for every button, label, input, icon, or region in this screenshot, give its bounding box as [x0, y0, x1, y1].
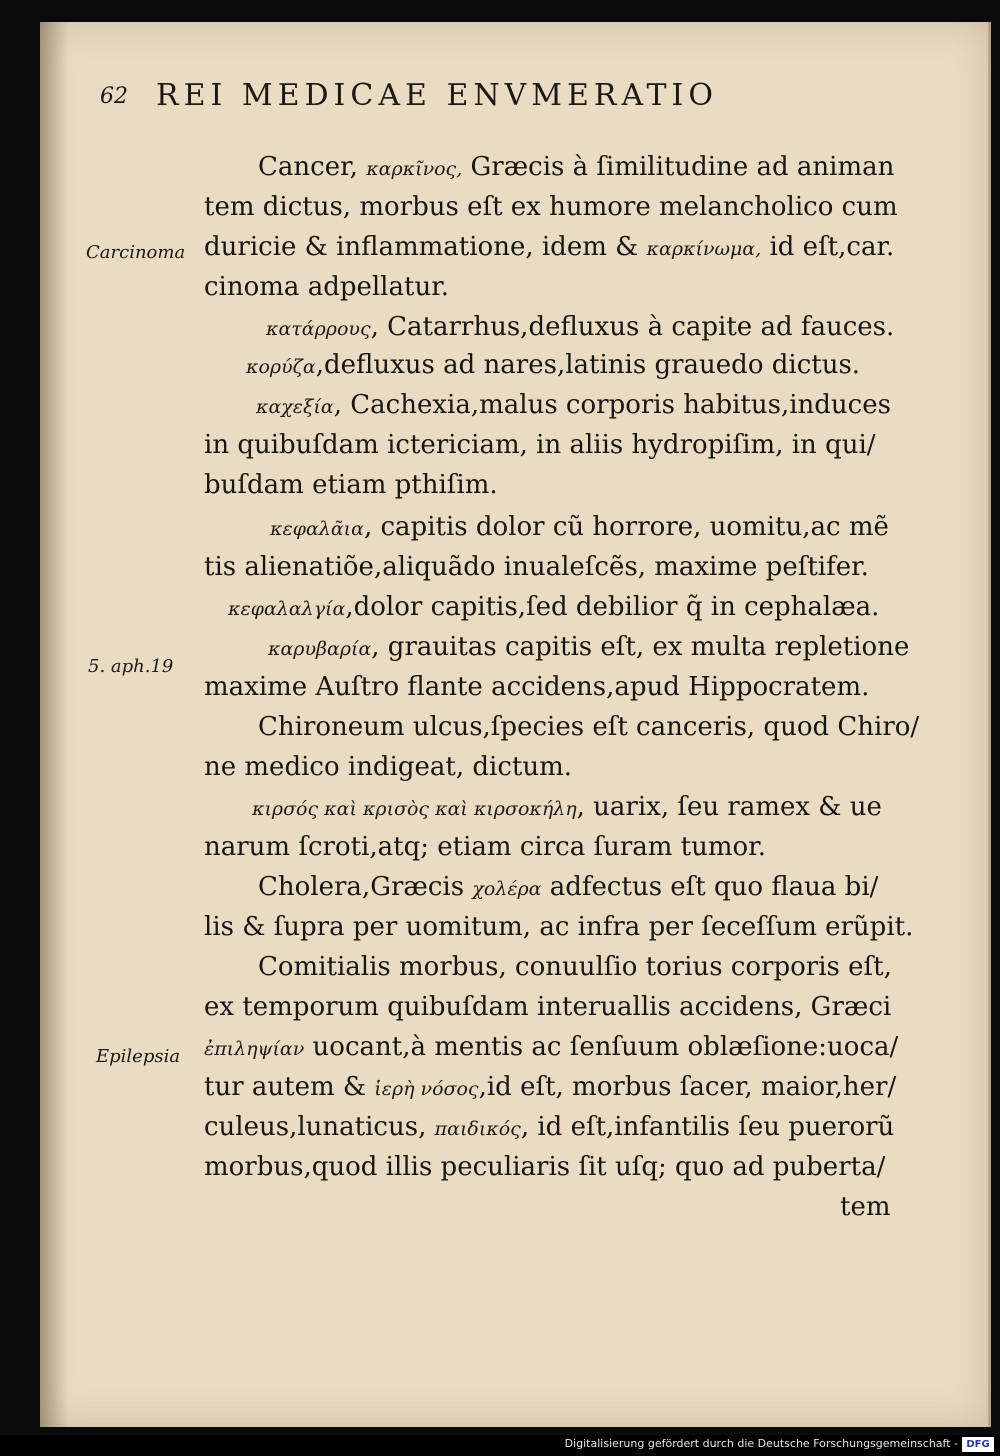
text-line — [204, 552, 869, 582]
margin-note-aphorism: 5. aph.19 — [88, 656, 174, 677]
greek-term: χολέρα — [472, 878, 542, 900]
text-segment: culeus,lunaticus, — [204, 1112, 435, 1142]
text-line — [258, 872, 878, 902]
running-head: REI MEDICAE ENVMERATIO — [156, 78, 718, 113]
text: morbus,quod illis peculiaris ſit uſq; quo ad puberta/ — [204, 1152, 886, 1182]
text-line — [204, 672, 869, 702]
greek-term: κατάρρους — [266, 318, 371, 340]
text-segment: , id eſt,infantilis ſeu puerorũ — [520, 1112, 895, 1142]
text-line — [204, 832, 766, 862]
text: ne medico indigeat, dictum. — [204, 752, 573, 782]
text: ex temporum quibuſdam interuallis accidens, Græci — [204, 992, 892, 1022]
text-line — [270, 512, 889, 542]
text-line — [840, 1192, 891, 1222]
text: Comitialis morbus, conuulſio torius corporis eſt, — [258, 952, 892, 982]
text-segment: , grauitas capitis eſt, ex multa repletione — [371, 632, 910, 662]
text-line — [258, 952, 892, 982]
greek-term: κιρσός καὶ κρισὸς καὶ κιρσοκήλη — [252, 798, 577, 820]
text-line — [204, 992, 891, 1022]
text-line — [204, 430, 876, 460]
text-segment: , Catarrhus,defluxus à capite ad fauces. — [370, 312, 895, 342]
text-segment: , capitis dolor cũ horrore, uomitu,ac mẽ — [363, 512, 889, 542]
text-line — [204, 232, 894, 262]
text: maxime Auſtro flante accidens,apud Hippocratem. — [204, 672, 870, 702]
greek-term: κεφαλαλγία — [228, 598, 346, 620]
text: lis & ſupra per uomitum, ac infra per ſeceſſum erũpit. — [204, 912, 914, 942]
text-line — [204, 752, 572, 782]
text-line — [204, 192, 898, 222]
text-segment: Græcis à ſimilitudine ad animan — [462, 152, 895, 182]
text-line — [246, 350, 860, 380]
text-line — [204, 272, 449, 302]
greek-term: παιδικός — [434, 1118, 521, 1140]
text-line — [204, 1032, 898, 1062]
text: Chironeum ulcus,ſpecies eſt canceris, quod Chiro/ — [258, 712, 920, 742]
spine-shadow — [40, 22, 68, 1427]
text-line — [258, 712, 919, 742]
text-segment: tur autem & — [204, 1072, 375, 1102]
footer-bar — [0, 1435, 1000, 1456]
greek-term: κορύζα — [246, 356, 316, 378]
text-segment: ,defluxus ad nares,latinis grauedo dictus. — [315, 350, 861, 380]
dfg-logo: DFG — [962, 1437, 994, 1452]
margin-note-carcinoma: Carcinoma — [86, 242, 186, 263]
greek-term: κεφαλᾶια — [270, 518, 364, 540]
text-line — [204, 1112, 894, 1142]
text-line — [268, 632, 909, 662]
text-segment: ,dolor capitis,ſed debilior q̃ in cephalæa. — [345, 592, 880, 622]
page-number: 62 — [100, 84, 128, 109]
text-segment: duricie & inflammatione, idem & — [204, 232, 647, 262]
text-segment: ,id eſt, morbus ſacer, maior,her/ — [478, 1072, 897, 1102]
text-line — [256, 390, 891, 420]
text: cinoma adpellatur. — [204, 272, 450, 302]
text-segment: , uarix, ſeu ramex & ue — [576, 792, 882, 822]
text: buſdam etiam pthiſim. — [204, 470, 498, 500]
text-line — [204, 1152, 885, 1182]
text-line — [266, 312, 894, 342]
text-line — [228, 592, 879, 622]
margin-note-epilepsia: Epilepsia — [96, 1046, 181, 1067]
greek-term: καχεξία — [256, 396, 334, 418]
text-line — [258, 152, 894, 182]
page-header — [100, 78, 860, 128]
text: narum ſcroti,atq; etiam circa ſuram tumor. — [204, 832, 767, 862]
text-segment: adfectus eſt quo flaua bi/ — [541, 872, 879, 902]
text-line — [252, 792, 882, 822]
text-segment: uocant,à mentis ac ſenſuum oblæſione:uoca/ — [304, 1032, 899, 1062]
text: tis alienatiõe,aliquãdo inualeſcẽs, maxime peſtifer. — [204, 552, 869, 582]
text: in quibuſdam ictericiam, in aliis hydropiſim, in qui/ — [204, 430, 876, 460]
text-line — [204, 1072, 896, 1102]
text-segment: Cholera,Græcis — [258, 872, 473, 902]
greek-term: καρκῖνος, — [366, 158, 463, 180]
text: tem — [840, 1192, 891, 1222]
footer-credit: Digitalisierung gefördert durch die Deutsche Forschungsgemeinschaft - — [564, 1437, 958, 1450]
text-segment: id eſt,car. — [761, 232, 895, 262]
text-segment: Cancer, — [258, 152, 367, 182]
text-line — [204, 912, 913, 942]
text: tem dictus, morbus eſt ex humore melancholico cum — [204, 192, 898, 222]
text-segment: , Cachexia,malus corporis habitus,induces — [333, 390, 891, 420]
greek-term: ἐπιληψίαν — [204, 1038, 305, 1060]
text-line — [204, 470, 498, 500]
greek-term: καρκίνωμα, — [646, 238, 762, 260]
greek-term: ἱερὴ νόσος — [374, 1078, 479, 1100]
greek-term: καρυβαρία — [268, 638, 372, 660]
